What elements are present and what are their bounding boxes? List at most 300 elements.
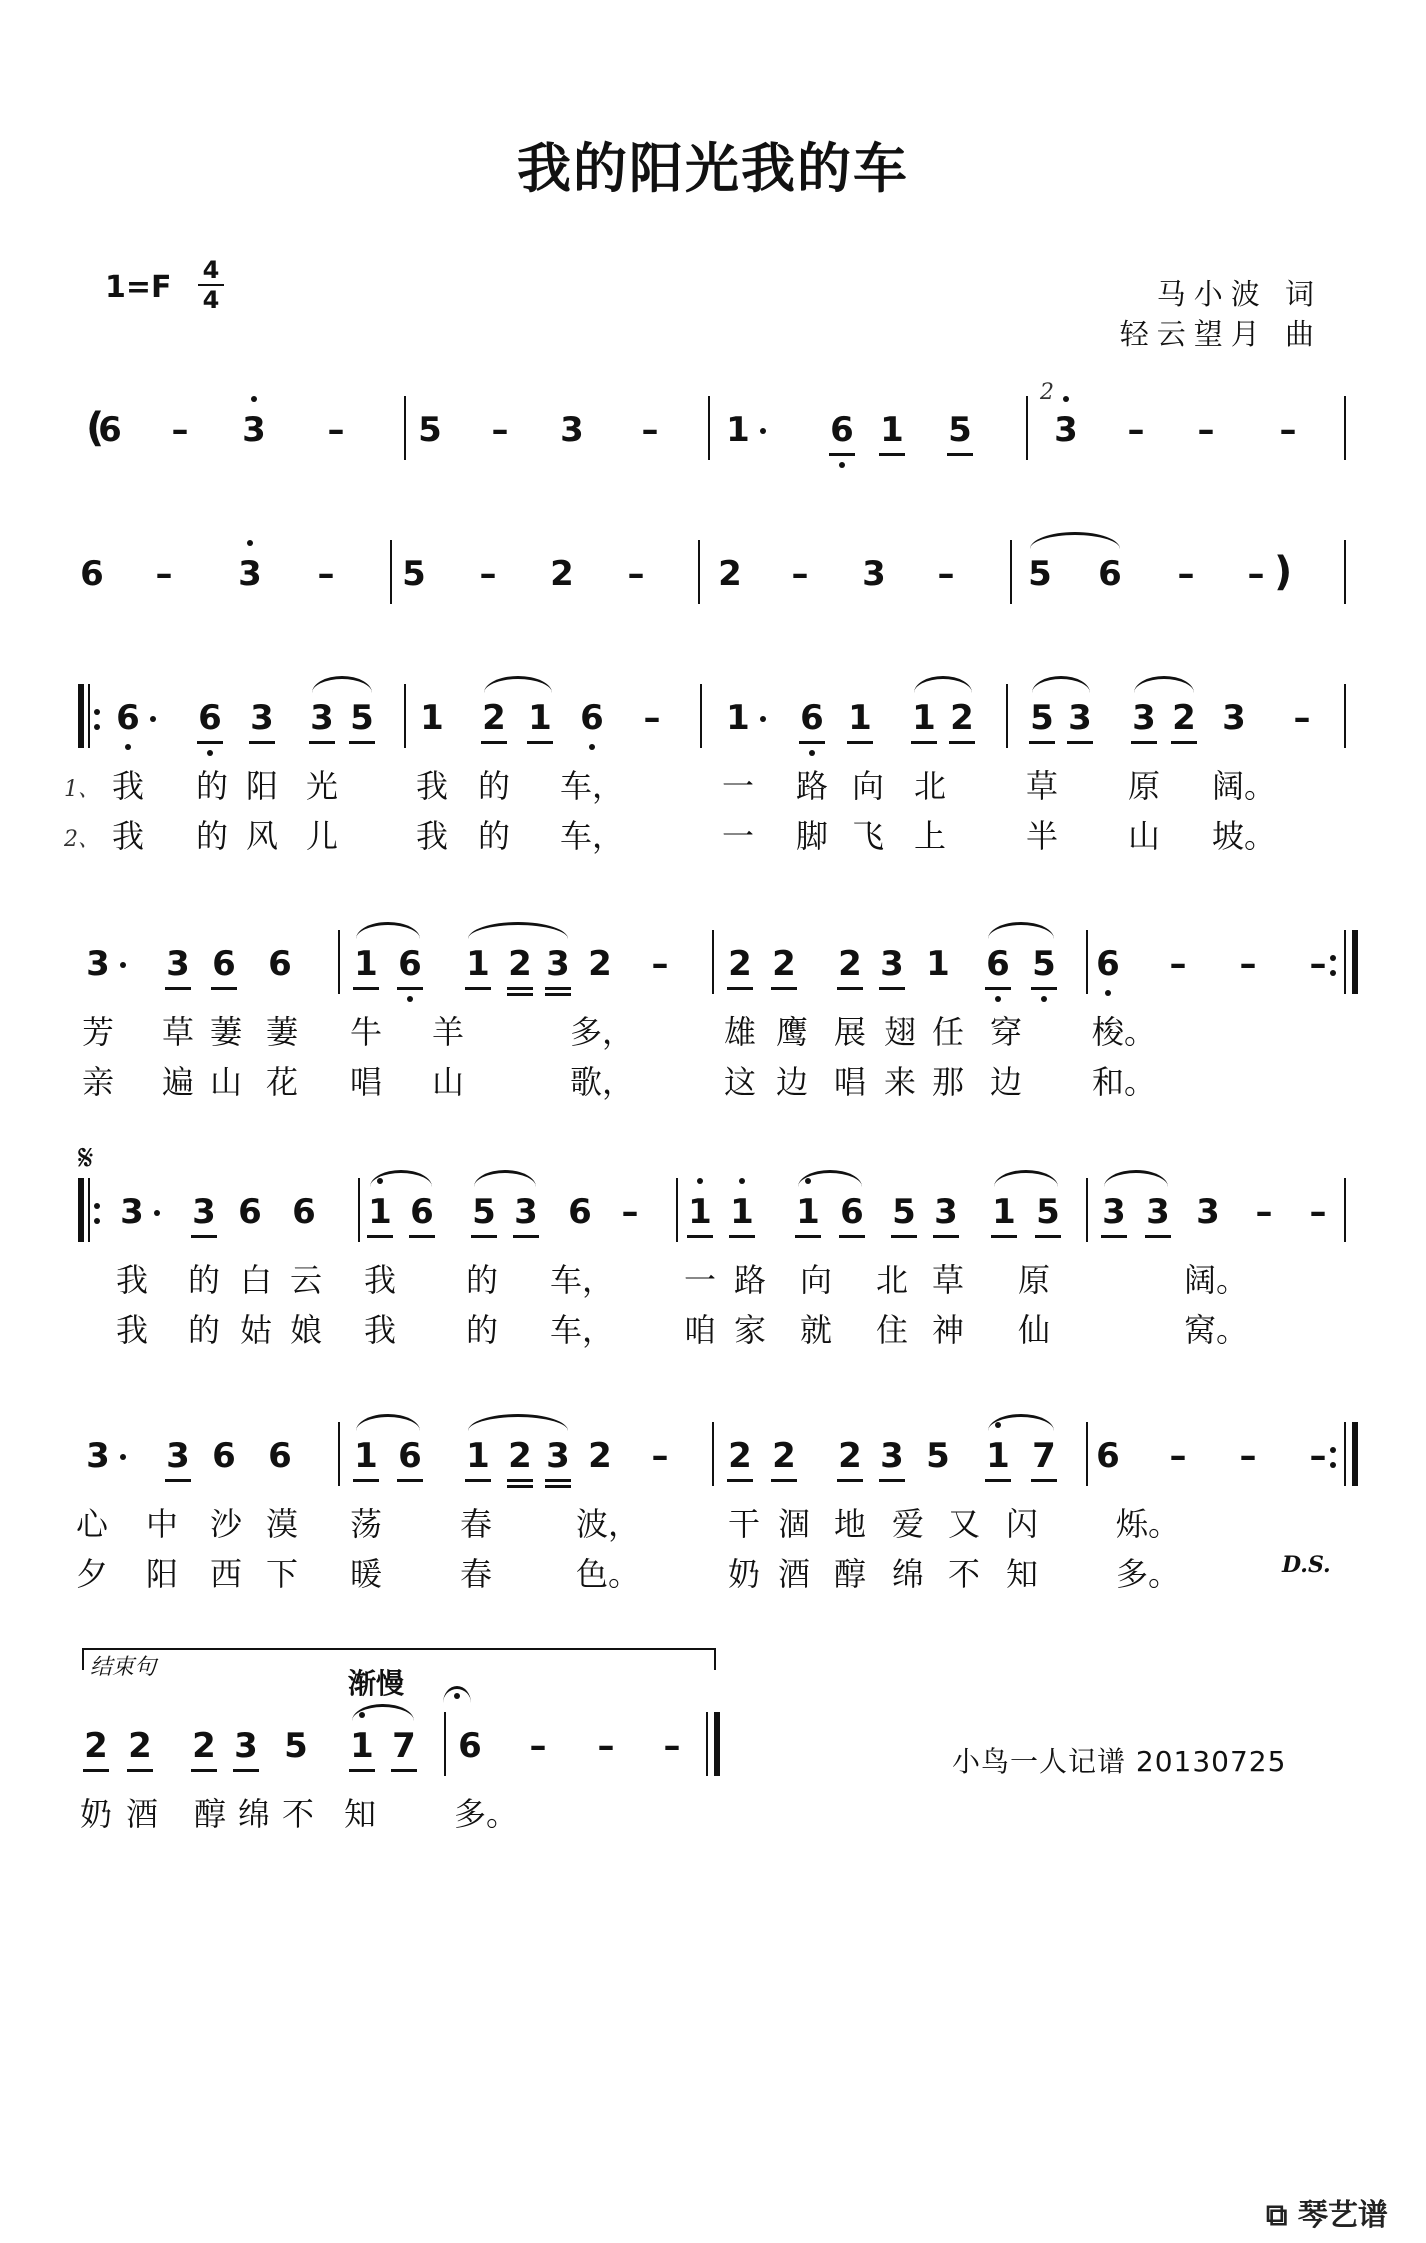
barline [1010,540,1012,604]
note: 3 [1097,1192,1131,1232]
lyric-char: 草 [1025,767,1058,805]
dash: – [1239,944,1257,984]
lyric-char: 的 [195,817,228,855]
note: 3 [161,944,195,984]
note: 1 [791,1192,825,1232]
barline [1026,396,1028,460]
underline [847,741,873,744]
underline [481,741,507,744]
note: 6 [405,1192,439,1232]
lyric-char: 向 [851,767,884,805]
dash: – [651,1436,669,1476]
barline [78,684,84,748]
underline [197,741,223,744]
underline [527,741,553,744]
note: 1 [843,698,877,738]
underline [465,1479,491,1482]
underline [191,1769,217,1772]
lyric-char: 向 [799,1261,832,1299]
underline [829,453,855,456]
dash: – [317,554,335,594]
slur [1134,676,1194,693]
lyric-char: 半 [1025,817,1058,855]
note: 5 [1031,1192,1065,1232]
barline [88,1178,90,1242]
lyric-char: 一 [721,767,754,805]
lyric-char: 我 [415,817,448,855]
note: 2 [1167,698,1201,738]
slur [798,1170,862,1187]
underline [891,1235,917,1238]
composer-credit: 轻云望月 曲 [1119,317,1322,351]
underline [391,1769,417,1772]
note: 5 [1028,554,1052,594]
note: 1 [987,1192,1021,1232]
lyric-char: 一 [683,1261,716,1299]
barline [1006,684,1008,748]
underline [933,1235,959,1238]
barline [708,396,710,460]
note: 2 [945,698,979,738]
note: 1 [461,1436,495,1476]
augmentation-dot [760,428,766,434]
underline [1145,1235,1171,1238]
dash: – [1255,1192,1273,1232]
volta-number: 2 [1040,380,1054,405]
lyric-char: 路 [733,1261,766,1299]
underline [507,1479,533,1482]
underline [507,993,533,996]
lyric-char: 边 [989,1063,1022,1101]
slur [914,676,972,693]
lyric-char: 的 [465,1261,498,1299]
segno-sign: 𝄋 [78,1138,94,1179]
lyric-char: 风 [245,817,278,855]
lyric-char: 来 [883,1063,916,1101]
note: 2 [550,554,574,594]
note: 6 [1091,944,1125,984]
lyric-char: 遍 [161,1063,194,1101]
augmentation-dot [150,716,156,722]
note: 2 [503,944,537,984]
lyric-char: 这 [723,1063,756,1101]
note: 6 [193,698,227,738]
note: 3 [1141,1192,1175,1232]
underline [991,1235,1017,1238]
underline [83,1769,109,1772]
ds-marking: D.S. [1282,1552,1331,1578]
dash: – [491,410,509,450]
slur [1030,532,1120,549]
slur [370,1170,432,1187]
lyric-char: 又 [947,1505,980,1543]
underline [513,1235,539,1238]
lyric-char: 穿 [989,1013,1022,1051]
lyric-char: 路 [795,767,828,805]
underline [545,1479,571,1482]
barline [338,930,340,994]
lyric-char: 我 [363,1261,396,1299]
slur [356,922,420,939]
note: 2 [767,1436,801,1476]
lyric-char: 飞 [851,817,884,855]
note: 5 [402,554,426,594]
lyric-char: 闪 [1005,1505,1038,1543]
note: 6 [1096,1436,1120,1476]
underline [507,1485,533,1488]
note: 5 [887,1192,921,1232]
note: 2 [477,698,511,738]
dash: – [1177,554,1195,594]
time-signature [198,258,224,312]
note: 6 [575,698,609,738]
fermata-icon [443,1686,471,1703]
lyric-char: 的 [195,767,228,805]
lyric-char: 儿 [305,817,338,855]
note: 7 [1027,1436,1061,1476]
underline [353,1479,379,1482]
lyric-char: 姑 [239,1311,272,1349]
underline [1031,987,1057,990]
barline [404,684,406,748]
lyric-char: 多。 [454,1795,519,1833]
barline [1352,1422,1358,1486]
lyric-char: 一 [721,817,754,855]
lyric-char: 萋 [209,1013,242,1051]
lyric-char: 白 [239,1261,272,1299]
note: 6 [835,1192,869,1232]
note: 2 [767,944,801,984]
note: 5 [926,1436,950,1476]
note: 6 [795,698,829,738]
barline [1086,1178,1088,1242]
lyric-char: 知 [343,1795,376,1833]
low-octave-dot [407,996,413,1002]
lyric-char: 展 [833,1013,866,1051]
lyric-char: 光 [305,767,338,805]
underline [397,1479,423,1482]
underline [471,1235,497,1238]
note: 2 [187,1726,221,1766]
slur [468,1414,568,1431]
lyric-char: 绵 [891,1555,924,1593]
note: 1 [875,410,909,450]
slur [352,1704,414,1721]
slur [988,922,1054,939]
low-octave-dot [125,744,131,750]
note: 3 [120,1192,144,1232]
underline [985,987,1011,990]
lyric-char: 烁。 [1116,1505,1181,1543]
note: 2 [79,1726,113,1766]
lyric-char: 多， [570,1013,635,1051]
repeat-dots [1330,950,1336,985]
lyric-char: 阔。 [1212,767,1277,805]
lyric-char: 醇 [193,1795,226,1833]
dash: – [155,554,173,594]
lyric-char: 坡。 [1212,817,1277,855]
lyric-char: 酒 [125,1795,158,1833]
note: 1 [363,1192,397,1232]
lyric-char: 山 [1127,817,1160,855]
lyric-char: 住 [875,1311,908,1349]
score-row [0,405,1426,530]
lyric-char: 我 [415,767,448,805]
lyric-char: 车， [550,1311,615,1349]
lyric-char: 上 [913,817,946,855]
repeat-dots [94,1198,100,1233]
note: 3 [1127,698,1161,738]
lyric-char: 暖 [349,1555,382,1593]
barline [1344,1178,1346,1242]
underline [191,1235,217,1238]
lyric-char: 地 [833,1505,866,1543]
note: 1 [907,698,941,738]
note: 5 [943,410,977,450]
lyric-char: 边 [775,1063,808,1101]
note: 1 [523,698,557,738]
note: 5 [345,698,379,738]
underline [127,1769,153,1772]
ending-label: 结束句 [90,1655,157,1680]
lyric-char: 萋 [265,1013,298,1051]
note: 5 [418,410,442,450]
time-signature-top: 4 [202,256,220,284]
note: 3 [86,944,110,984]
note: 6 [568,1192,592,1232]
lyric-char: 荡 [349,1505,382,1543]
lyric-char: 就 [799,1311,832,1349]
underline [367,1235,393,1238]
dash: – [1309,1192,1327,1232]
lyricist-credit: 马小波 词 [1156,277,1322,311]
note: 3 [509,1192,543,1232]
dash: – [171,410,189,450]
lyric-char: 车， [560,817,625,855]
underline [507,987,533,990]
low-octave-dot [589,744,595,750]
dash: – [1309,1436,1327,1476]
underline [545,993,571,996]
barline [404,396,406,460]
dash: – [627,554,645,594]
lyric-char: 神 [931,1311,964,1349]
dash: – [663,1726,681,1766]
lyric-char: 歌， [570,1063,635,1101]
barline [1344,684,1346,748]
note: 5 [1027,944,1061,984]
underline [1029,741,1055,744]
lyric-char: 阳 [245,767,278,805]
note: 6 [111,698,145,738]
score-row [0,549,1426,674]
slur [1032,676,1090,693]
time-signature-bottom: 4 [202,286,220,314]
note: 1 [349,944,383,984]
dash: – [327,410,345,450]
dash: – [597,1726,615,1766]
lyric-char: 我 [111,817,144,855]
barline [706,1712,708,1776]
dash: – [1197,410,1215,450]
dash: – [1169,1436,1187,1476]
note: 2 [718,554,742,594]
high-octave-dot [739,1178,745,1184]
lyric-char: 翅 [883,1013,916,1051]
lyric-char: 的 [477,817,510,855]
note: 6 [98,410,122,450]
lyric-char: 我 [363,1311,396,1349]
barline [712,1422,714,1486]
underline [545,987,571,990]
slur [474,1170,536,1187]
lyric-char: 花 [265,1063,298,1101]
dash: – [1169,944,1187,984]
underline [165,1479,191,1482]
high-octave-dot [697,1178,703,1184]
underline [839,1235,865,1238]
barline [698,540,700,604]
lyric-char: 草 [931,1261,964,1299]
underline [349,1769,375,1772]
underline [545,1485,571,1488]
lyric-char: 车， [560,767,625,805]
note: 3 [875,1436,909,1476]
slur [312,676,372,693]
lyric-char: 亲 [81,1063,114,1101]
underline [729,1235,755,1238]
underline [349,741,375,744]
lyric-char: 原 [1017,1261,1050,1299]
lyric-char: 梭。 [1092,1013,1157,1051]
lyric-char: 原 [1127,767,1160,805]
lyric-char: 阔。 [1184,1261,1249,1299]
underline [1101,1235,1127,1238]
barline [1344,930,1346,994]
lyric-char: 北 [913,767,946,805]
lyric-char: 山 [431,1063,464,1101]
lyric-char: 奶 [79,1795,112,1833]
underline [727,1479,753,1482]
note: 6 [80,554,104,594]
song-title: 我的阳光我的车 [517,136,909,200]
lyric-char: 心 [75,1505,108,1543]
transcriber-credit: 小鸟一人记谱 20130725 [952,1745,1287,1778]
note: 3 [305,698,339,738]
lyric-char: 下 [265,1555,298,1593]
note: 2 [123,1726,157,1766]
lyric-char: 脚 [795,817,828,855]
barline [1344,396,1346,460]
lyric-char: 涸 [777,1505,810,1543]
underline [211,987,237,990]
note: 3 [233,554,267,594]
note: 2 [833,1436,867,1476]
note: 1 [726,698,750,738]
note: 6 [1098,554,1122,594]
note: 3 [86,1436,110,1476]
lyric-char: 春 [459,1555,492,1593]
lyric-char: 干 [727,1505,760,1543]
lyric-char: 唱 [349,1063,382,1101]
note: 2 [833,944,867,984]
note: 3 [1222,698,1246,738]
lyric-char: 咱 [683,1311,716,1349]
lyric-char: 春 [459,1505,492,1543]
note: 3 [187,1192,221,1232]
low-octave-dot [839,462,845,468]
lyric-char: 多。 [1116,1555,1181,1593]
high-octave-dot [251,396,257,402]
lyric-char: 的 [187,1261,220,1299]
lyric-char: 云 [289,1261,322,1299]
tempo-marking: 渐慢 [348,1667,405,1700]
note: 3 [1063,698,1097,738]
underline [879,1479,905,1482]
augmentation-dot [760,716,766,722]
dash: – [1293,698,1311,738]
slur [356,1414,420,1431]
barline [1344,1422,1346,1486]
lyric-char: 山 [209,1063,242,1101]
note: 6 [207,944,241,984]
note: 2 [588,1436,612,1476]
note: 1 [349,1436,383,1476]
barline [358,1178,360,1242]
lyric-char: 娘 [289,1311,322,1349]
underline [795,1235,821,1238]
underline [1171,741,1197,744]
lyric-char: 西 [209,1555,242,1593]
note: 3 [560,410,584,450]
note: 6 [268,1436,292,1476]
dash: – [651,944,669,984]
note: 2 [588,944,612,984]
high-octave-dot [1063,396,1069,402]
barline [712,930,714,994]
low-octave-dot [1041,996,1047,1002]
low-octave-dot [995,996,1001,1002]
lyric-char: 雄 [723,1013,756,1051]
lyric-char: 爱 [891,1505,924,1543]
lyric-char: 我 [111,767,144,805]
logo-text: 琴艺谱 [1297,2198,1388,2233]
underline [799,741,825,744]
slur [988,1414,1054,1431]
lyric-char: 车， [550,1261,615,1299]
dash: – [1127,410,1145,450]
augmentation-dot [120,962,126,968]
dash: – [641,410,659,450]
low-octave-dot [1105,990,1111,996]
lyric-char: 的 [187,1311,220,1349]
underline [1131,741,1157,744]
note: 6 [212,1436,236,1476]
underline [771,1479,797,1482]
repeat-dots [94,704,100,739]
note: 3 [237,410,271,450]
note: 3 [929,1192,963,1232]
note: 2 [503,1436,537,1476]
barline [714,1712,720,1776]
lyric-char: 仙 [1017,1311,1050,1349]
note: 1 [981,1436,1015,1476]
note: 6 [238,1192,262,1232]
barline [1352,930,1358,994]
note: 3 [161,1436,195,1476]
barline [338,1422,340,1486]
barline [78,1178,84,1242]
